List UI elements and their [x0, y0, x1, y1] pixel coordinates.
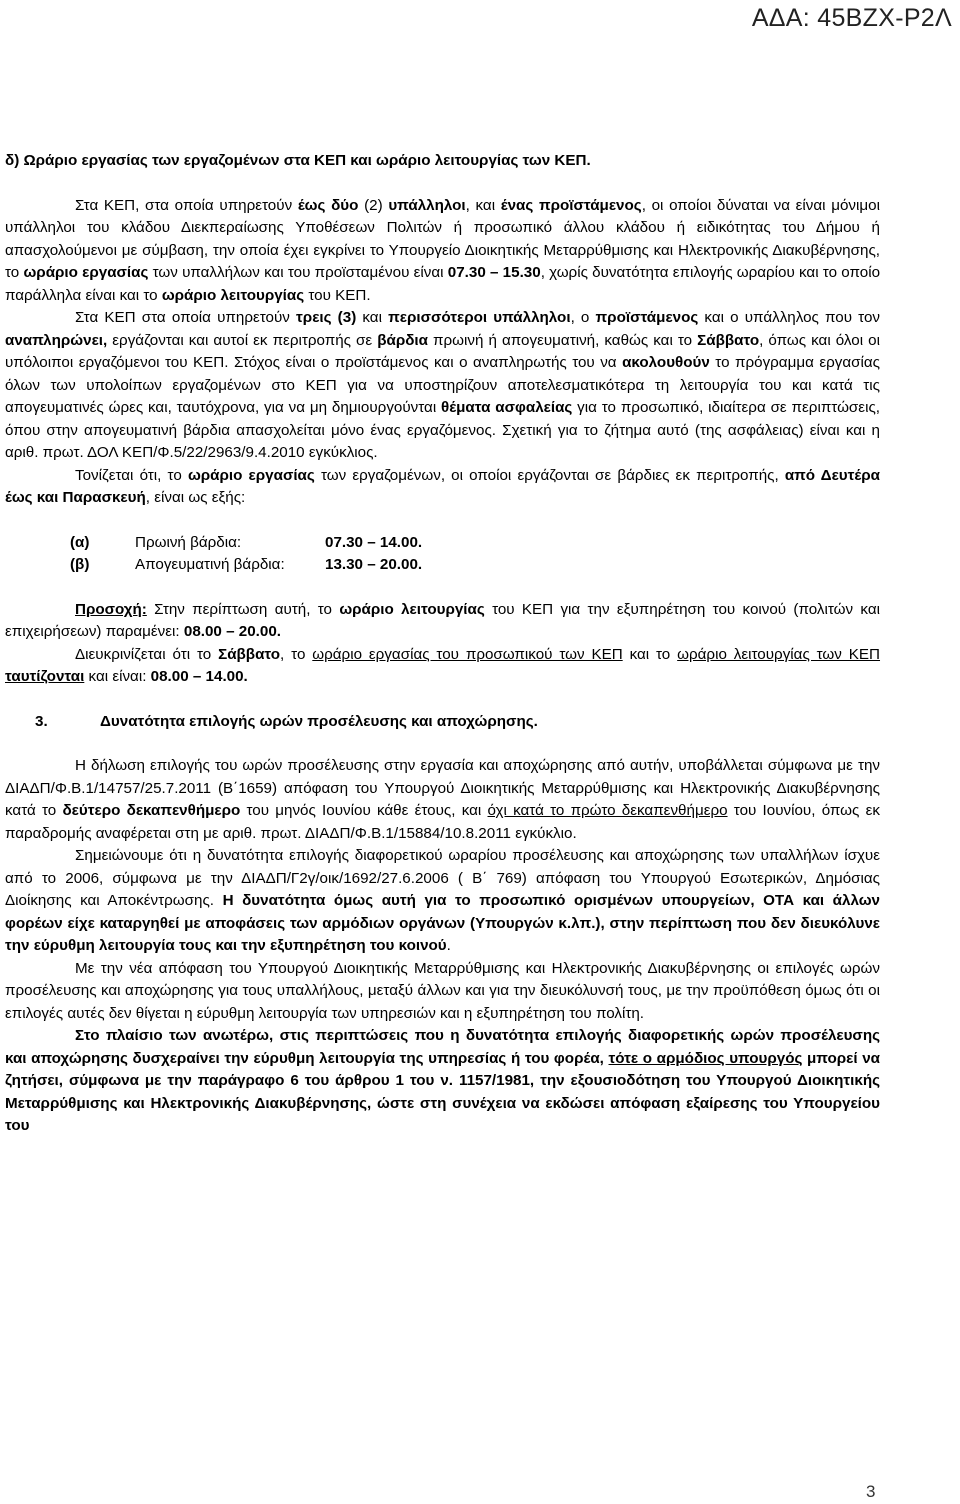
spacer: [5, 173, 880, 195]
section-d-heading: δ) Ωράριο εργασίας των εργαζομένων στα ΚΕΠ και ωράριο λειτουργίας των ΚΕΠ.: [5, 152, 591, 169]
shift-label: (β): [70, 556, 90, 573]
paragraph-new-decision: Με την νέα απόφαση του Υπουργού Διοικητικής Μεταρρύθμισης και Ηλεκτρονικής Διακυβέρνησης οι επιλογές ωρών προσέλευσης και αποχώρησης για τους υπαλλήλους, μεταξύ άλλων και για την διευκόλυνσή τους, με την προϋπόθεση όμως ότι οι επιλογές αυτές δεν θίγεται η εύρυθμη λειτουργία των υπηρεσιών και η εξυπηρέτηση του πολίτη.: [5, 959, 880, 1022]
spacer: [5, 733, 880, 755]
page-number: 3: [866, 1482, 876, 1501]
paragraph-framework: Στο πλαίσιο των ανωτέρω, στις περιπτώσεις που η δυνατότητα επιλογής διαφορετικής ωρών προσέλευσης και αποχώρησης δυσχεραίνει την εύρυθμη λειτουργία της υπηρεσίας ή του φορέα, τότε ο αρμόδιος υπουργός μπορεί να ζητήσει, σύμφωνα με την παράγραφο 6 του άρθρου 1 του ν. 1157/1981, την εξουσιοδότηση του Υπουργού Διοικητικής Μεταρρύθμισης και Ηλεκτρονικής Διακυβέρνησης, ώστε στη συνέχεια να εκδώσει απόφαση εξαίρεσης του Υπουργείου του: [5, 1027, 881, 1134]
spacer: [5, 510, 880, 532]
spacer: [5, 689, 880, 711]
shift-label: (α): [70, 533, 90, 551]
spacer: [5, 577, 880, 599]
paragraph-attention: Προσοχή: Στην περίπτωση αυτή, το ωράριο λειτουργίας του ΚΕΠ για την εξυπηρέτηση του κοινού (πολιτών και επιχειρήσεων) παραμένει: 08.00 – 20.00.: [5, 600, 880, 640]
paragraph-small-kep: Στα ΚΕΠ, στα οποία υπηρετούν έως δύο (2) υπάλληλοι, και ένας προϊστάμενος, οι οποίοι δύναται να είναι μόνιμοι υπάλληλοι του κλάδου Διεκπεραίωσης Υποθέσεων Πολιτών ή προσωπικό άλλου κλάδου ή ειδικότητας του Δήμου ή απασχολούμενοι με σύμβαση, την οποία έχει εγκρίνει το Υπουργείο Διοικητικής Μεταρρύθμισης και Ηλεκτρονικής Διακυβέρνησης, το ωράριο εργασίας των υπαλλήλων και του προϊσταμένου είναι 07.30 – 15.30, χωρίς δυνατότητα επιλογής ωραρίου και το οποίο παράλληλα είναι και το ωράριο λειτουργίας του ΚΕΠ.: [5, 196, 881, 304]
section-title: Δυνατότητα επιλογής ωρών προσέλευσης και αποχώρησης.: [100, 712, 538, 730]
paragraph-large-kep: Στα ΚΕΠ στα οποία υπηρετούν τρεις (3) και περισσότεροι υπάλληλοι, ο προϊστάμενος και ο υπάλληλος που τον αναπληρώνει, εργάζονται και αυτοί εκ περιτροπής σε βάρδια πρωινή ή απογευματινή, καθώς και το Σάββατο, όπως και όλοι οι υπόλοιποι εργαζόμενοι του ΚΕΠ. Στόχος είναι ο προϊστάμενος και ο αναπληρωτής του να ακολουθούν το πρόγραμμα εργασίας όλων των υπολοίπων εργαζομένων στο ΚΕΠ για να υποστηρίζουν αποτελεσματικότερα τη λειτουργία του και κατά τις απογευματινές ώρες και, ταυτόχρονα, για να μη δημιουργούνται θέματα ασφαλείας για το προσωπικό, ιδιαίτερα σε περιπτώσεις, όπου στην απογευματινή βάρδια απασχολείται μόνο ένας εργαζόμενος. Σχετική για το ζήτημα αυτό (της ασφάλειας) είναι και η αριθ. πρωτ. ΔΟΛ ΚΕΠ/Φ.5/22/2963/9.4.2010 εγκύκλιος.: [5, 309, 881, 461]
document-body: [5, 150, 880, 1138]
shift-time: 13.30 – 20.00.: [325, 556, 423, 573]
ada-code: ΑΔΑ: 45ΒΖΧ-Ρ2Λ: [751, 4, 952, 32]
shift-time: 07.30 – 14.00.: [325, 533, 423, 551]
section-3-heading: [5, 711, 880, 734]
shift-row-afternoon: [5, 554, 880, 577]
shift-name: Απογευματινή βάρδια:: [135, 556, 285, 573]
paragraph-shift-hours-intro: Τονίζεται ότι, το ωράριο εργασίας των εργαζομένων, οι οποίοι εργάζονται σε βάρδιες εκ περιτροπής, από Δευτέρα έως και Παρασκευή, είναι ως εξής:: [5, 466, 880, 506]
paragraph-saturday: Διευκρινίζεται ότι το Σάββατο, το ωράριο εργασίας του προσωπικού των ΚΕΠ και το ωράριο λειτουργίας των ΚΕΠ ταυτίζονται και είναι: 08.00 – 14.00.: [5, 645, 881, 685]
paragraph-history: Σημειώνουμε ότι η δυνατότητα επιλογής διαφορετικού ωραρίου προσέλευσης και αποχώρησης των υπαλλήλων ίσχυε από το 2006, σύμφωνα με την ΔΙΑΔΠ/Γ2γ/οικ/1692/27.6.2006 ( Β΄ 769) απόφαση του Υπουργού Εσωτερικών, Δημόσιας Διοίκησης και Αποκέντρωσης. Η δυνατότητα όμως αυτή για το προσωπικό ορισμένων υπουργείων, ΟΤΑ και άλλων φορέων είχε καταργηθεί με αποφάσεις των αρμόδιων οργάνων (Υπουργών κ.λπ.), στην περίπτωση που δεν διευκόλυνε την εύρυθμη λειτουργία τους και την εξυπηρέτηση του κοινού.: [5, 847, 880, 954]
shift-row-morning: [5, 532, 880, 555]
shift-name: Πρωινή βάρδια:: [135, 533, 242, 551]
paragraph-declaration: Η δήλωση επιλογής του ωρών προσέλευσης στην εργασία και αποχώρησης από αυτήν, υποβάλλεται σύμφωνα με την ΔΙΑΔΠ/Φ.Β.1/14757/25.7.2011 (Β΄1659) απόφαση του Υπουργού Διοικητικής Μεταρρύθμισης και Ηλεκτρονικής Διακυβέρνησης κατά το δεύτερο δεκαπενθήμερο του μηνός Ιουνίου κάθε έτους, και όχι κατά το πρώτο δεκαπενθήμερο του Ιουνίου, όπως εκ παραδρομής αναφέρεται στη με αριθ. πρωτ. ΔΙΑΔΠ/Φ.Β.1/15884/10.8.2011 εγκύκλιο.: [5, 757, 880, 842]
section-number: 3.: [35, 712, 48, 730]
